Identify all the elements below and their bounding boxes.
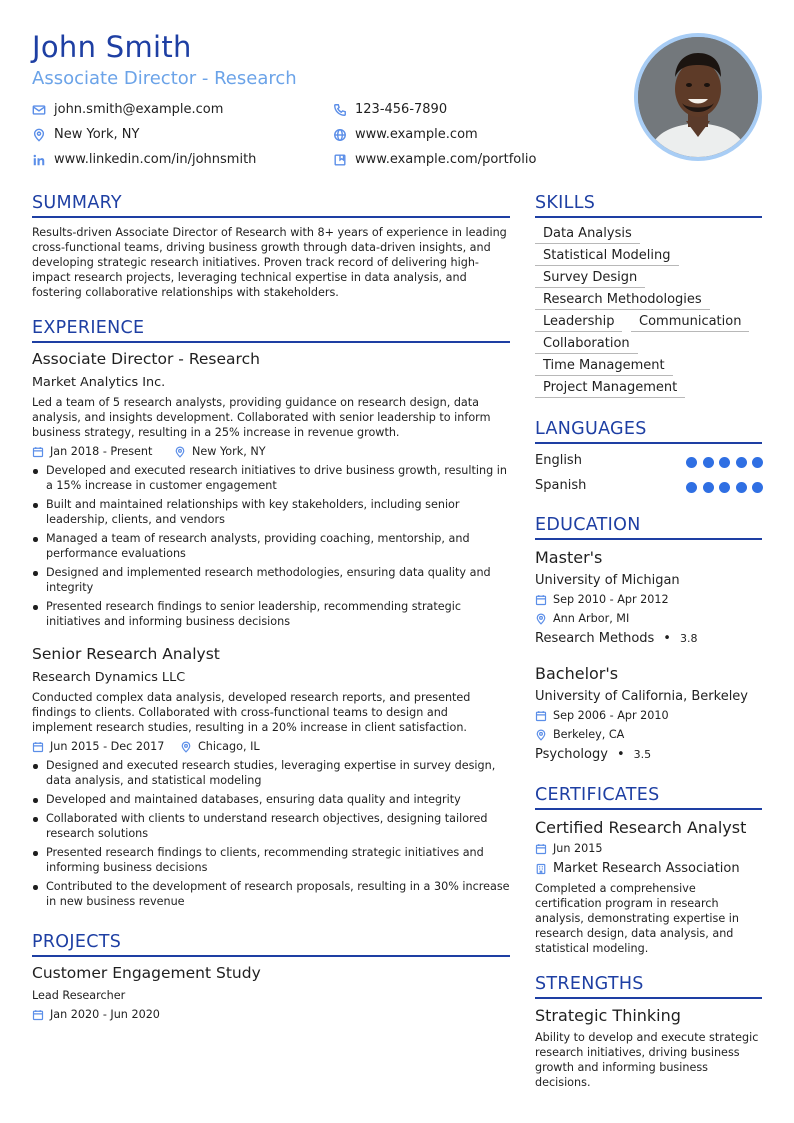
list-item: Built and maintained relationships with key stakeholders, including senior leadership, clients, and vendors (32, 497, 510, 527)
education-dates (535, 593, 669, 606)
job-dates-text: Jun 2015 - Dec 2017 (50, 740, 165, 753)
certificate-issuer (535, 861, 740, 876)
languages-divider (535, 442, 762, 444)
list-item: Developed and executed research initiatives to drive business growth, resulting in a 15% increase in customer engagement (32, 463, 510, 493)
linkedin-text: www.linkedin.com/in/johnsmith (54, 152, 257, 167)
projects-heading: PROJECTS (32, 932, 122, 952)
skills-heading: SKILLS (535, 193, 596, 213)
level-dot (686, 482, 697, 493)
location-pin-icon (180, 741, 192, 753)
job-title: Associate Director - Research (32, 350, 260, 368)
level-dot (703, 457, 714, 468)
linkedin-icon (32, 153, 46, 167)
phone-icon (333, 103, 347, 117)
calendar-icon (32, 446, 44, 458)
job-bullets (32, 463, 510, 629)
contact-linkedin[interactable] (32, 152, 256, 167)
language-level-dots (686, 457, 763, 468)
education-location (535, 612, 629, 625)
envelope-icon (32, 103, 46, 117)
separator-dot: • (663, 631, 671, 646)
portfolio-text: www.example.com/portfolio (355, 152, 537, 167)
skill-tag: Collaboration (535, 336, 638, 354)
strengths-divider (535, 997, 762, 999)
education-location-text: Ann Arbor, MI (553, 612, 630, 625)
contact-website[interactable] (333, 127, 478, 142)
job-company: Research Dynamics LLC (32, 670, 186, 685)
level-dot (719, 482, 730, 493)
project-dates-text: Jan 2020 - Jun 2020 (50, 1008, 160, 1021)
contact-location (32, 127, 139, 142)
education-degree: Bachelor's (535, 664, 619, 683)
job-bullets (32, 758, 510, 909)
calendar-icon (535, 594, 547, 606)
certificate-date-text: Jun 2015 (553, 842, 603, 855)
calendar-icon (535, 710, 547, 722)
education-gpa: 3.8 (679, 632, 698, 645)
strengths-heading: STRENGTHS (535, 974, 644, 994)
calendar-icon (32, 741, 44, 753)
language-level-dots (686, 482, 763, 493)
certificate-name: Certified Research Analyst (535, 818, 747, 837)
education-school: University of California, Berkeley (535, 689, 748, 704)
project-dates (32, 1008, 160, 1021)
list-item: Presented research findings to senior leadership, recommending strategic initiatives and informing business decisions (32, 599, 510, 629)
globe-icon (333, 128, 347, 142)
education-field-gpa (535, 631, 697, 646)
job-dates-text: Jan 2018 - Present (50, 445, 153, 458)
location-text: New York, NY (54, 127, 140, 142)
profile-photo (634, 33, 762, 161)
education-location (535, 728, 624, 741)
education-field-gpa (535, 747, 651, 762)
level-dot (752, 482, 763, 493)
language-name: English (535, 453, 582, 468)
job-company: Market Analytics Inc. (32, 375, 166, 390)
certificates-divider (535, 808, 762, 810)
level-dot (752, 457, 763, 468)
job-title: Senior Research Analyst (32, 645, 220, 663)
education-divider (535, 538, 762, 540)
job-description: Conducted complex data analysis, developed research reports, and presented findings to clients. Collaborated with cross-functional teams to design and implement research studies, resulting in a 20% increase in client satisfaction. (32, 691, 471, 734)
phone-text: 123-456-7890 (355, 102, 448, 117)
job-dates (32, 445, 152, 458)
contact-email[interactable] (32, 102, 223, 117)
education-degree: Master's (535, 548, 603, 567)
contact-portfolio[interactable] (333, 152, 536, 167)
education-school: University of Michigan (535, 573, 680, 588)
experience-divider (32, 341, 510, 343)
location-pin-icon (174, 446, 186, 458)
certificate-date (535, 842, 603, 855)
list-item: Contributed to the development of research proposals, resulting in a 30% increase in new business revenue (32, 879, 510, 909)
candidate-role: Associate Director - Research (32, 68, 297, 89)
skills-divider (535, 216, 762, 218)
language-name: Spanish (535, 478, 587, 493)
project-name: Customer Engagement Study (32, 964, 261, 982)
job-location (174, 445, 266, 458)
list-item: Developed and maintained databases, ensuring data quality and integrity (32, 792, 510, 807)
skill-tag: Survey Design (535, 270, 645, 288)
education-dates (535, 709, 669, 722)
skill-tag: Time Management (535, 358, 673, 376)
level-dot (719, 457, 730, 468)
job-location-text: Chicago, IL (198, 740, 260, 753)
location-pin-icon (32, 128, 46, 142)
certificates-heading: CERTIFICATES (535, 785, 660, 805)
skill-tag: Communication (631, 314, 749, 332)
calendar-icon (535, 843, 547, 855)
list-item: Managed a team of research analysts, providing coaching, mentorship, and performance evaluations (32, 531, 510, 561)
projects-divider (32, 955, 510, 957)
skill-tag: Data Analysis (535, 226, 640, 244)
email-text: john.smith@example.com (54, 102, 224, 117)
level-dot (736, 457, 747, 468)
list-item: Collaborated with clients to understand research objectives, designing tailored research solutions (32, 811, 510, 841)
level-dot (686, 457, 697, 468)
job-location-text: New York, NY (192, 445, 266, 458)
website-text: www.example.com (355, 127, 478, 142)
certificate-description: Completed a comprehensive certification program in research analysis, demonstrating expertise in research design, data analysis, and statistical modeling. (535, 882, 739, 955)
bookmark-icon (333, 153, 347, 167)
education-field: Research Methods (535, 631, 655, 646)
level-dot (703, 482, 714, 493)
location-pin-icon (535, 729, 547, 741)
person-portrait-icon (638, 37, 758, 157)
skill-tag: Leadership (535, 314, 622, 332)
strength-description: Ability to develop and execute strategic research initiatives, driving business growth and informing business decisions. (535, 1031, 759, 1089)
education-dates-text: Sep 2006 - Apr 2010 (553, 709, 669, 722)
job-dates (32, 740, 164, 753)
certificate-issuer-text: Market Research Association (553, 861, 740, 876)
job-location (180, 740, 260, 753)
education-field: Psychology (535, 747, 608, 762)
skill-tag: Project Management (535, 380, 685, 398)
skill-tag: Statistical Modeling (535, 248, 679, 266)
calendar-icon (32, 1009, 44, 1021)
contact-phone[interactable] (333, 102, 447, 117)
building-icon (535, 863, 547, 875)
languages-heading: LANGUAGES (535, 419, 647, 439)
skill-tag: Research Methodologies (535, 292, 710, 310)
summary-heading: SUMMARY (32, 193, 122, 213)
separator-dot: • (616, 747, 625, 762)
summary-divider (32, 216, 510, 218)
education-heading: EDUCATION (535, 515, 641, 535)
list-item: Designed and implemented research methodologies, ensuring data quality and integrity (32, 565, 510, 595)
level-dot (736, 482, 747, 493)
education-dates-text: Sep 2010 - Apr 2012 (553, 593, 669, 606)
education-gpa: 3.5 (633, 748, 652, 761)
list-item: Presented research findings to clients, recommending strategic initiatives and informing business decisions (32, 845, 510, 875)
education-location-text: Berkeley, CA (553, 728, 625, 741)
location-pin-icon (535, 613, 547, 625)
experience-heading: EXPERIENCE (32, 318, 145, 338)
project-role: Lead Researcher (32, 989, 126, 1002)
candidate-name: John Smith (32, 30, 192, 64)
strength-name: Strategic Thinking (535, 1006, 681, 1025)
job-description: Led a team of 5 research analysts, providing guidance on research design, data analysis, and insights development. Collaborated with senior leadership to inform business strategy, resulting in a 25% increase in revenue growth. (32, 396, 491, 439)
list-item: Designed and executed research studies, leveraging expertise in survey design, data analysis, and statistical modeling (32, 758, 510, 788)
summary-text: Results-driven Associate Director of Research with 8+ years of experience in leading cross-functional teams, driving business growth through data-driven insights, and developing strategic research initiatives. Proven track record of delivering high-impact research projects, leveraging technical expertise in data analysis, and fostering collaborative relationships with stakeholders. (32, 226, 507, 299)
